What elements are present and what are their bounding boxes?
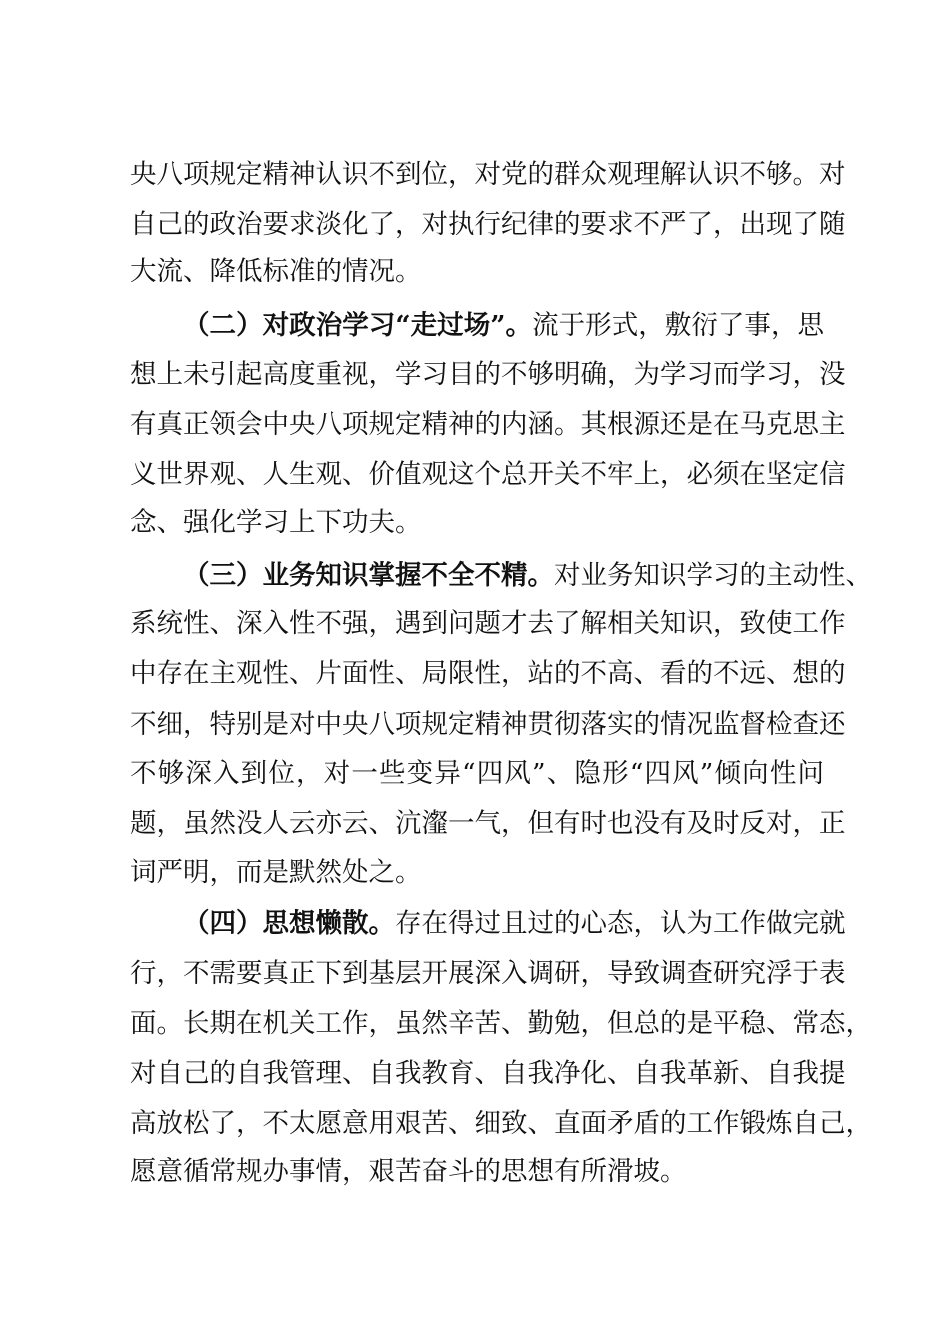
- section-first-line: [130, 907, 846, 941]
- section-heading: （四）思想懒散。: [183, 908, 395, 939]
- body-text-line: 大流、降低标准的情况。: [130, 256, 422, 287]
- body-text-line: 词严明，而是默然处之。: [130, 857, 422, 888]
- body-text-line: 愿意循常规办事情，艰苦奋斗的思想有所滑坡。: [130, 1156, 687, 1187]
- body-text: 对业务知识学习的主动性、: [554, 560, 872, 591]
- section-first-line: [130, 559, 872, 593]
- body-text-line: 想上未引起高度重视，学习目的不够明确，为学习而学习，没: [130, 359, 846, 390]
- body-text-line: 面。长期在机关工作，虽然辛苦、勤勉，但总的是平稳、常态，: [130, 1008, 872, 1039]
- body-text-line: 高放松了，不太愿意用艰苦、细致、直面矛盾的工作锻炼自己，: [130, 1108, 872, 1139]
- body-text-line: 不够深入到位，对一些变异“四风”、隐形“四风”倾向性问: [130, 758, 824, 789]
- body-text-line: 行，不需要真正下到基层开展深入调研，导致调查研究浮于表: [130, 958, 846, 989]
- body-text-line: 央八项规定精神认识不到位，对党的群众观理解认识不够。对: [130, 159, 846, 190]
- body-text-line: 题，虽然没人云亦云、沆瀣一气，但有时也没有及时反对，正: [130, 808, 846, 839]
- body-text-line: 中存在主观性、片面性、局限性，站的不高、看的不远、想的: [130, 658, 846, 689]
- body-text-line: 义世界观、人生观、价值观这个总开关不牢上，必须在坚定信: [130, 459, 846, 490]
- body-text-line: 不细，特别是对中央八项规定精神贯彻落实的情况监督检查还: [130, 709, 846, 740]
- section-heading: （二）对政治学习“走过场”。: [183, 310, 533, 341]
- section-heading: （三）业务知识掌握不全不精。: [183, 560, 554, 591]
- body-text-line: 系统性、深入性不强，遇到问题才去了解相关知识，致使工作: [130, 608, 846, 639]
- section-first-line: [130, 309, 824, 343]
- body-text: 流于形式，敷衍了事，思: [532, 310, 824, 341]
- body-text-line: 自己的政治要求淡化了，对执行纪律的要求不严了，出现了随: [130, 209, 846, 240]
- body-text-line: 念、强化学习上下功夫。: [130, 507, 422, 538]
- body-text-line: 对自己的自我管理、自我教育、自我净化、自我革新、自我提: [130, 1058, 846, 1089]
- body-text: 存在得过且过的心态，认为工作做完就: [395, 908, 846, 939]
- body-text-line: 有真正领会中央八项规定精神的内涵。其根源还是在马克思主: [130, 409, 846, 440]
